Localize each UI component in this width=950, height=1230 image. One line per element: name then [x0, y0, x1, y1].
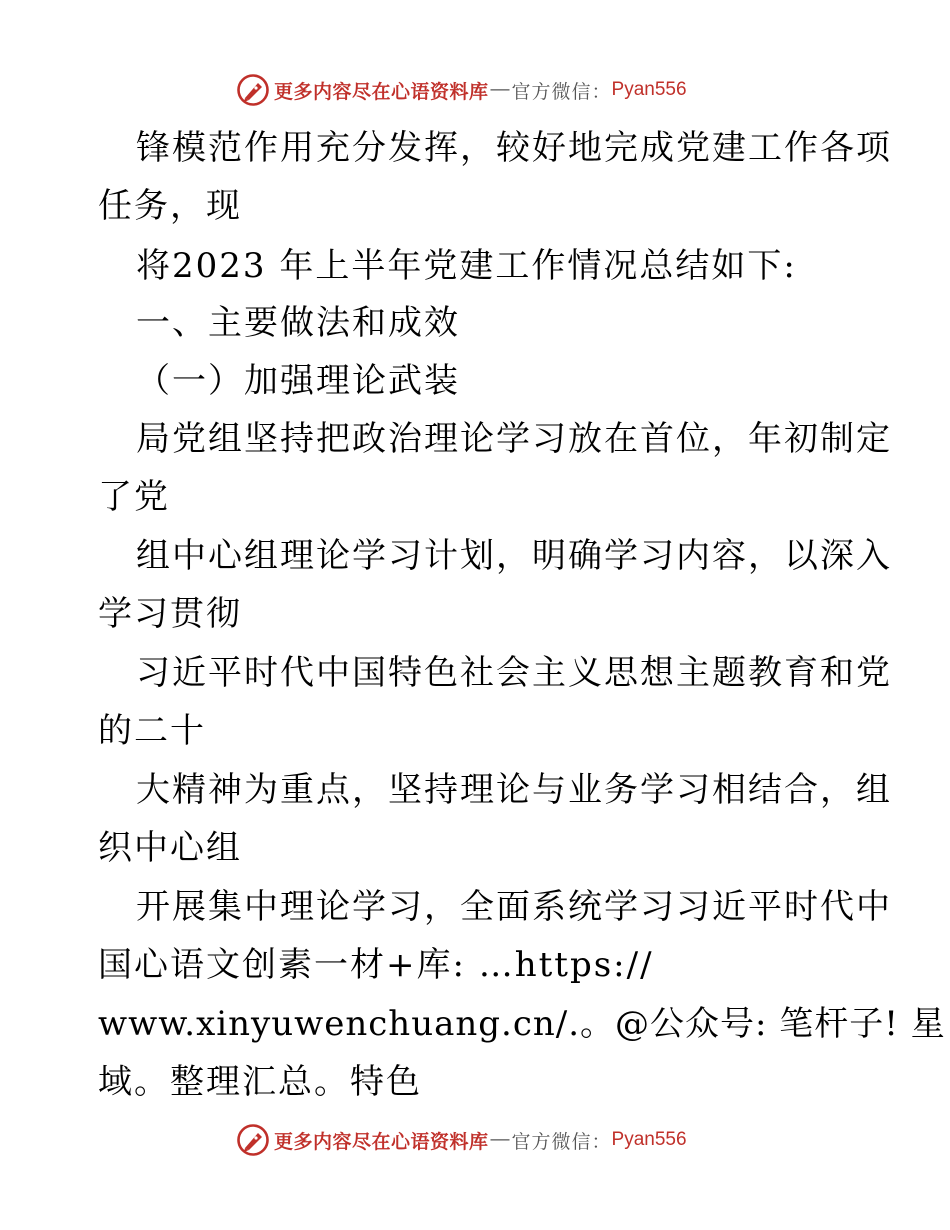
header-banner-text: 更多内容尽在心语资料库 [274, 80, 489, 103]
body-line-16: www.xinyuwenchuang.cn/.。@公众号: 笔杆子! 星 [98, 1004, 946, 1044]
body-line-17: 域。整理汇总。特色 [98, 1062, 422, 1102]
header-banner [236, 72, 687, 108]
subsection-heading-1: （一）加强理论武装 [136, 361, 460, 401]
body-line-11: 的二十 [98, 711, 206, 751]
body-line-9: 学习贯彻 [98, 594, 242, 634]
footer-banner-text: 更多内容尽在心语资料库 [274, 1130, 489, 1153]
section-heading-1: 一、主要做法和成效 [136, 303, 460, 343]
body-line-7: 了党 [98, 477, 170, 517]
footer-banner [236, 1122, 687, 1158]
body-line-8: 组中心组理论学习计划，明确学习内容，以深入 [136, 536, 892, 576]
body-line-3: 将2023 年上半年党建工作情况总结如下: [136, 246, 797, 286]
pen-nib-logo-icon [236, 1123, 270, 1157]
footer-banner-separator: — [490, 1129, 510, 1150]
footer-wechat-id: Pyan556 [611, 1129, 687, 1150]
body-line-2: 任务，现 [98, 186, 242, 226]
footer-wechat-label: 官方微信： [511, 1130, 612, 1153]
pen-nib-logo-icon [236, 73, 270, 107]
header-banner-separator: — [490, 79, 510, 100]
header-wechat-id: Pyan556 [611, 79, 687, 100]
body-line-15: 国心语文创素一材+库: …https:// [98, 945, 654, 985]
body-line-1: 锋模范作用充分发挥，较好地完成党建工作各项 [136, 128, 892, 168]
body-line-13: 织中心组 [98, 828, 242, 868]
body-line-12: 大精神为重点，坚持理论与业务学习相结合，组 [136, 770, 892, 810]
body-line-10: 习近平时代中国特色社会主义思想主题教育和党 [136, 653, 892, 693]
header-wechat-label: 官方微信： [511, 80, 612, 103]
body-line-14: 开展集中理论学习，全面系统学习习近平时代中 [136, 887, 892, 927]
body-line-6: 局党组坚持把政治理论学习放在首位，年初制定 [136, 419, 892, 459]
